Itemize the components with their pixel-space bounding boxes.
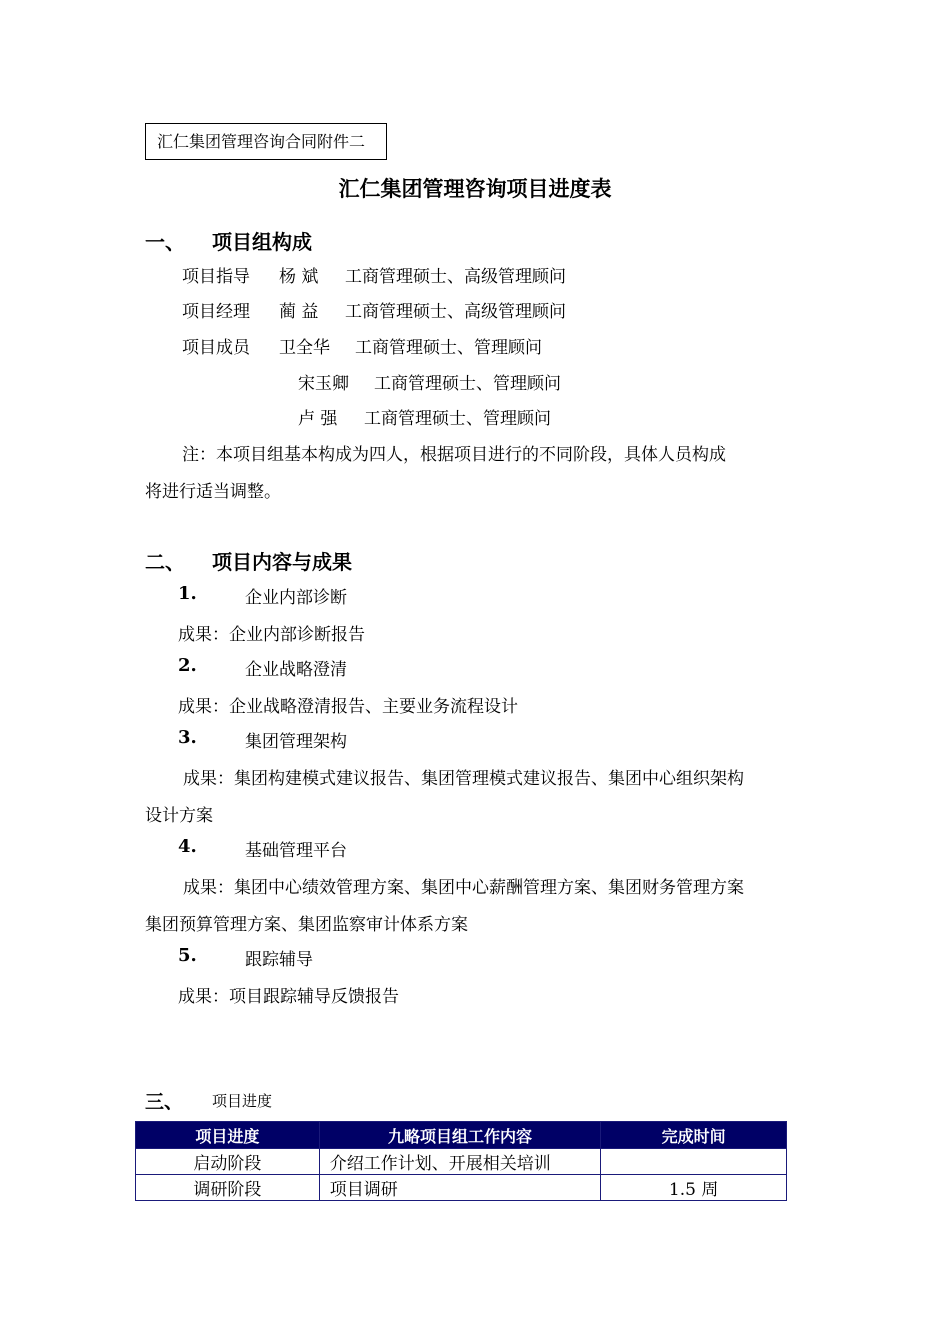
item-result-cont: 集团预算管理方案、集团监察审计体系方案 — [145, 915, 468, 935]
item-number: 3. — [178, 727, 197, 748]
table-header-row — [136, 1122, 787, 1149]
item-result: 成果：项目跟踪辅导反馈报告 — [178, 987, 399, 1007]
member-desc: 工商管理硕士、高级管理顾问 — [345, 267, 566, 287]
item-title: 基础管理平台 — [245, 841, 347, 861]
item-result-cont: 设计方案 — [145, 806, 213, 826]
member-name: 蔺 益 — [279, 302, 319, 322]
col-header-work: 九略项目组工作内容 — [319, 1122, 601, 1149]
item-result: 成果：集团构建模式建议报告、集团管理模式建议报告、集团中心组织架构 — [183, 769, 744, 789]
section3-number: 三、 — [145, 1091, 184, 1113]
item-number: 2. — [178, 655, 197, 676]
cell-phase: 调研阶段 — [136, 1175, 320, 1201]
item-number: 1. — [178, 583, 197, 604]
attachment-label: 汇仁集团管理咨询合同附件二 — [145, 123, 387, 160]
page-title: 汇仁集团管理咨询项目进度表 — [338, 177, 612, 201]
item-number: 4. — [178, 836, 197, 857]
cell-time — [601, 1149, 787, 1175]
col-header-phase: 项目进度 — [136, 1122, 320, 1149]
member-name: 宋玉卿 — [298, 374, 349, 394]
item-result: 成果：企业战略澄清报告、主要业务流程设计 — [178, 697, 518, 717]
table-row — [136, 1175, 787, 1201]
member-desc: 工商管理硕士、高级管理顾问 — [345, 302, 566, 322]
item-number: 5. — [178, 945, 197, 966]
section2-number: 二、 — [145, 550, 185, 574]
cell-work: 项目调研 — [319, 1175, 601, 1201]
member-role: 项目经理 — [182, 302, 250, 322]
section1-number: 一、 — [145, 230, 185, 254]
member-desc: 工商管理硕士、管理顾问 — [364, 409, 551, 429]
member-name: 杨 斌 — [279, 267, 319, 287]
cell-phase: 启动阶段 — [136, 1149, 320, 1175]
member-name: 卢 强 — [298, 409, 338, 429]
item-result: 成果：企业内部诊断报告 — [178, 625, 365, 645]
team-note: 注：本项目组基本构成为四人，根据项目进行的不同阶段，具体人员构成 — [182, 445, 726, 465]
cell-work: 介绍工作计划、开展相关培训 — [319, 1149, 601, 1175]
table-row — [136, 1149, 787, 1175]
item-title: 企业战略澄清 — [245, 660, 347, 680]
member-role: 项目指导 — [182, 267, 250, 287]
team-note-cont: 将进行适当调整。 — [145, 482, 281, 502]
section3-heading: 项目进度 — [212, 1092, 273, 1110]
cell-time: 1.5 周 — [601, 1175, 787, 1201]
member-desc: 工商管理硕士、管理顾问 — [374, 374, 561, 394]
item-title: 集团管理架构 — [245, 732, 347, 752]
member-role: 项目成员 — [182, 338, 250, 358]
schedule-table — [135, 1121, 787, 1201]
member-name: 卫全华 — [279, 338, 330, 358]
member-desc: 工商管理硕士、管理顾问 — [355, 338, 542, 358]
col-header-time: 完成时间 — [601, 1122, 787, 1149]
item-title: 企业内部诊断 — [245, 588, 347, 608]
section2-heading: 项目内容与成果 — [212, 550, 352, 574]
item-result: 成果：集团中心绩效管理方案、集团中心薪酬管理方案、集团财务管理方案 — [183, 878, 744, 898]
item-title: 跟踪辅导 — [245, 950, 313, 970]
section1-heading: 项目组构成 — [212, 230, 312, 254]
